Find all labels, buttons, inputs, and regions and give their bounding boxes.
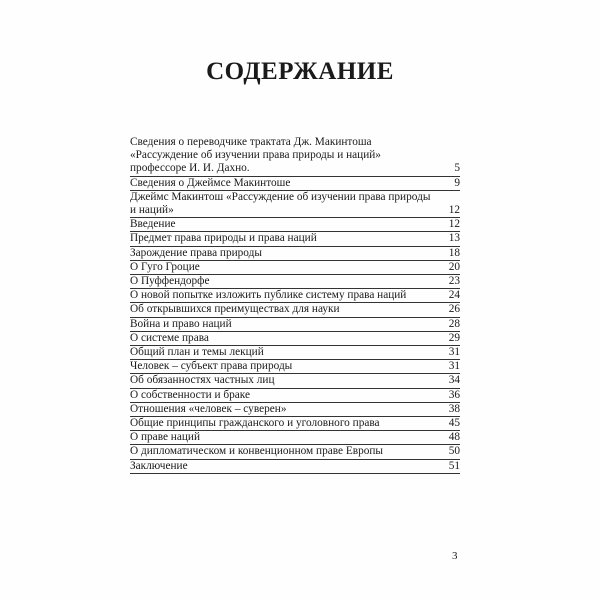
toc-entry [130, 261, 460, 275]
toc-entry-title: О дипломатическом и конвенционном праве Европы [130, 445, 384, 458]
toc-entry-page: 9 [454, 176, 460, 189]
toc-entry [130, 332, 460, 346]
toc-entry [130, 360, 460, 374]
toc-entry-title: Отношения «человек – суверен» [130, 402, 287, 415]
toc-entry-title: О собственности и браке [130, 388, 250, 401]
toc-entry-title-line: Джеймс Макинтош «Рассуждение об изучении права природы [130, 190, 431, 203]
toc-entry-page: 5 [454, 162, 460, 175]
toc-entry-page: 31 [448, 346, 460, 359]
toc-entry [130, 389, 460, 403]
toc-entry [130, 218, 460, 232]
toc-entry-title: О праве наций [130, 431, 200, 444]
page-title: СОДЕРЖАНИЕ [206, 58, 394, 85]
toc-entry [130, 417, 460, 431]
toc-entry [130, 460, 460, 474]
toc-entry-page: 20 [448, 260, 460, 273]
toc-entry [130, 289, 460, 303]
toc-entry-page: 31 [448, 360, 460, 373]
toc-entry-title-line: «Рассуждение об изучении права природы и наций» [130, 149, 381, 162]
toc-entry-page: 12 [448, 204, 460, 217]
toc-entry-page: 29 [448, 331, 460, 344]
toc-entry-title: Человек – субъект права природы [130, 360, 293, 373]
toc-entry [130, 318, 460, 332]
toc-entry-page: 34 [448, 374, 460, 387]
toc-entry-title: О новой попытке изложить публике систему права наций [130, 289, 407, 302]
table-of-contents [130, 136, 460, 474]
toc-entry-title: О системе права [130, 331, 209, 344]
toc-entry-page: 36 [448, 388, 460, 401]
toc-entry-title-line: профессоре И. И. Дахно. [130, 162, 250, 175]
toc-entry [130, 431, 460, 445]
toc-entry-title: Сведения о Джеймсе Макинтоше [130, 176, 291, 189]
toc-entry [130, 191, 460, 218]
toc-entry [130, 303, 460, 317]
toc-entry [130, 374, 460, 388]
toc-entry-page: 13 [448, 232, 460, 245]
toc-entry [130, 177, 460, 191]
toc-entry-title: О Гуго Гроцие [130, 260, 200, 273]
toc-entry-title: Введение [130, 218, 176, 231]
toc-entry-page: 38 [448, 402, 460, 415]
toc-entry-title: Общие принципы гражданского и уголовного права [130, 417, 380, 430]
toc-entry [130, 403, 460, 417]
toc-entry [130, 136, 460, 177]
toc-entry-page: 50 [448, 445, 460, 458]
toc-entry [130, 445, 460, 459]
toc-entry-title-line: и наций» [130, 204, 174, 217]
toc-entry [130, 346, 460, 360]
toc-entry-title-line: Сведения о переводчике трактата Дж. Макинтоша [130, 136, 372, 148]
toc-entry [130, 275, 460, 289]
toc-entry-title: О Пуффендорфе [130, 275, 210, 288]
toc-entry-page: 48 [448, 431, 460, 444]
toc-entry-page: 28 [448, 317, 460, 330]
toc-entry [130, 247, 460, 261]
toc-entry-page: 26 [448, 303, 460, 316]
toc-entry [130, 232, 460, 246]
toc-entry-title: Предмет права природы и права наций [130, 232, 317, 245]
toc-entry-title: Об обязанностях частных лиц [130, 374, 275, 387]
toc-entry-title: Заключение [130, 459, 188, 472]
toc-entry-page: 12 [448, 218, 460, 231]
toc-entry-title: Общий план и темы лекций [130, 346, 264, 359]
toc-entry-page: 24 [448, 289, 460, 302]
toc-entry-page: 18 [448, 246, 460, 259]
page-number: 3 [452, 550, 458, 562]
toc-entry-title: Об открывшихся преимуществах для науки [130, 303, 340, 316]
toc-entry-page: 51 [448, 459, 460, 472]
toc-entry-page: 23 [448, 275, 460, 288]
toc-entry-title: Война и право наций [130, 317, 232, 330]
toc-entry-title: Зарождение права природы [130, 246, 262, 259]
toc-entry-page: 45 [448, 417, 460, 430]
